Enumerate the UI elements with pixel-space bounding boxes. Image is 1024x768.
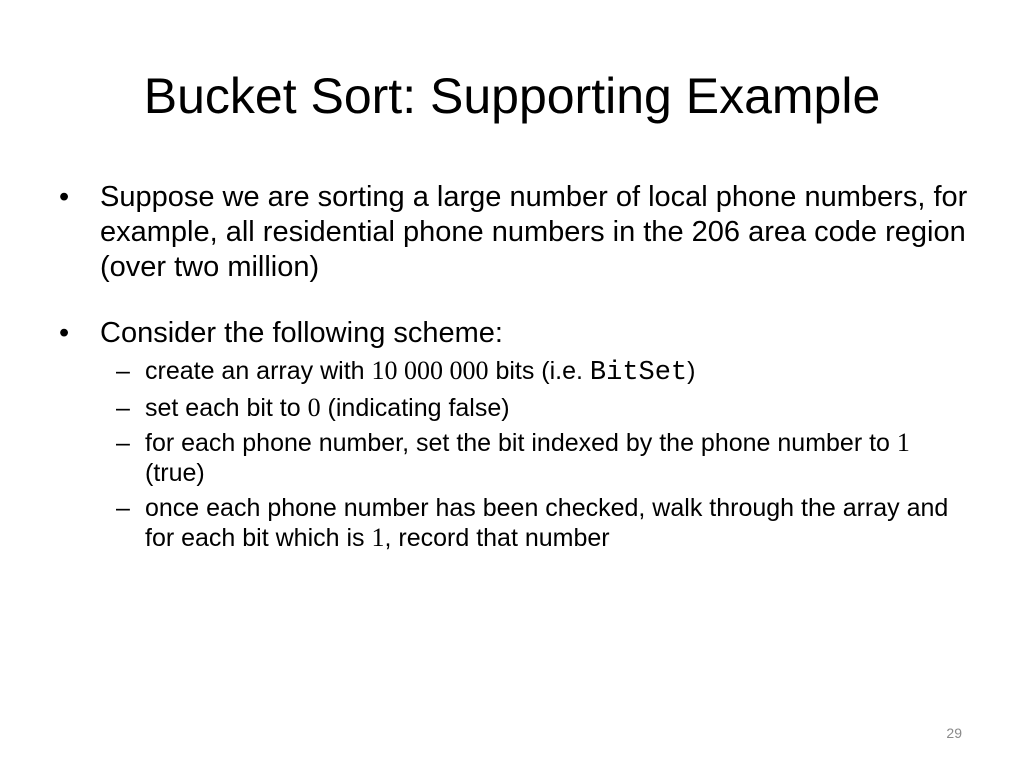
sub-bullet-item [100,393,971,423]
sub-bullet-text: ) [687,357,696,385]
bullet-text: Consider the following scheme: [100,317,503,349]
sub-bullet-code: BitSet [589,358,688,388]
sub-bullet-dash: – [116,357,130,385]
sub-bullet-text: bits (i.e. [488,357,590,385]
page-number: 29 [946,725,962,741]
sub-bullet-value: 1 [896,428,910,457]
sub-bullet-text: , record that number [384,524,610,552]
bullet-marker: • [59,181,70,213]
sub-bullet-dash: – [116,394,130,422]
sub-bullet-list [100,356,971,553]
sub-bullet-text: set each bit to [145,394,308,422]
slide-title: Bucket Sort: Supporting Example [143,68,881,124]
sub-bullet-item [100,493,971,553]
bullet-item [56,180,971,285]
sub-bullet-item [100,356,971,388]
sub-bullet-value: 0 [307,393,321,422]
bullet-text: Suppose we are sorting a large number of local phone numbers, for example, all residential phone numbers in the 206 area code region (over two million) [100,181,968,283]
bullet-item [56,316,971,553]
sub-bullet-text: create an array with [145,357,372,385]
sub-bullet-text: (true) [145,459,205,487]
slide-content [56,180,971,553]
sub-bullet-dash: – [116,494,130,522]
sub-bullet-dash: – [116,429,130,457]
sub-bullet-text: (indicating false) [320,394,510,422]
sub-bullet-text: once each phone number has been checked, walk through the array and for each bit which is [145,494,949,552]
bullet-marker: • [59,317,70,349]
sub-bullet-value: 10 000 000 [371,356,489,385]
sub-bullet-item [100,428,971,488]
sub-bullet-text: for each phone number, set the bit indexed by the phone number to [145,429,897,457]
sub-bullet-value: 1 [371,523,385,552]
